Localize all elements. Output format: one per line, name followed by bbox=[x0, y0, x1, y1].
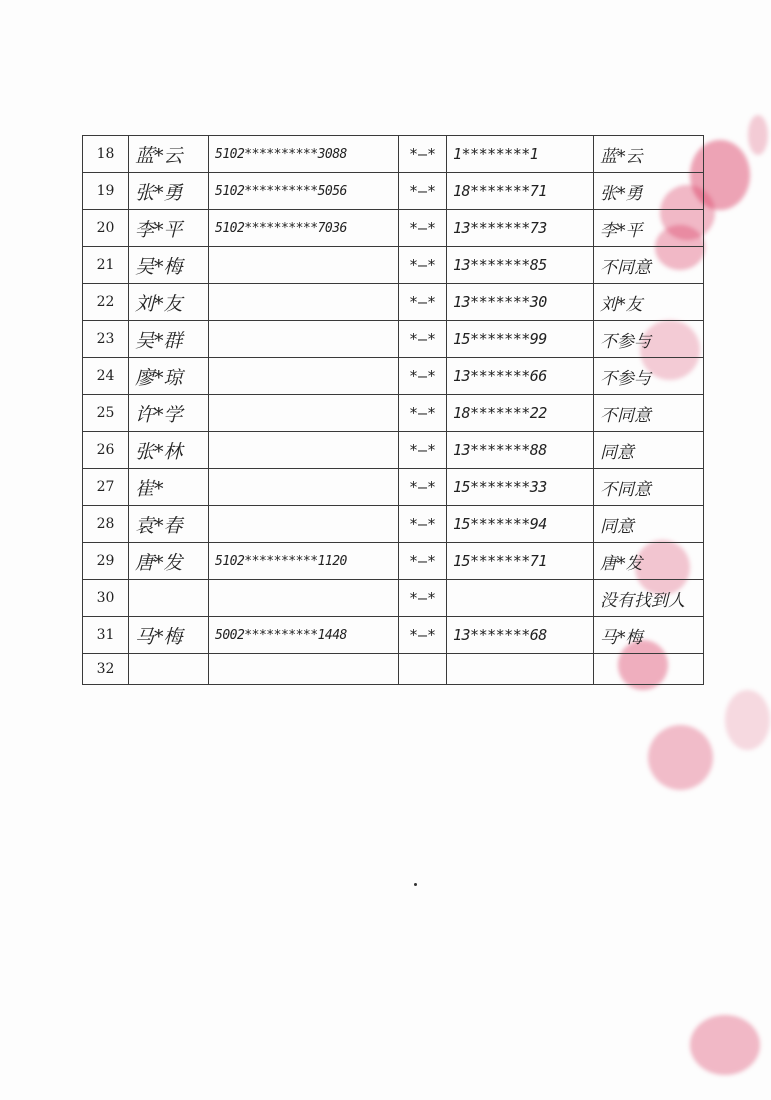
phone-cell: 18*******71 bbox=[447, 173, 594, 210]
signature-cell: 同意 bbox=[594, 506, 704, 543]
table-row bbox=[83, 506, 704, 543]
table-row bbox=[83, 358, 704, 395]
table-row bbox=[83, 469, 704, 506]
table-row bbox=[83, 617, 704, 654]
signature-cell: 同意 bbox=[594, 432, 704, 469]
signature-cell: 马*梅 bbox=[594, 617, 704, 654]
row-number: 27 bbox=[83, 469, 129, 506]
table-row bbox=[83, 543, 704, 580]
gender-cell: *—* bbox=[399, 247, 447, 284]
phone-cell: 13*******68 bbox=[447, 617, 594, 654]
name-cell: 李*平 bbox=[129, 210, 209, 247]
row-number: 20 bbox=[83, 210, 129, 247]
table-row bbox=[83, 580, 704, 617]
name-cell: 张*勇 bbox=[129, 173, 209, 210]
table-row bbox=[83, 654, 704, 685]
id-number-cell bbox=[209, 506, 399, 543]
gender-cell: *—* bbox=[399, 284, 447, 321]
name-cell: 吴*群 bbox=[129, 321, 209, 358]
gender-cell: *—* bbox=[399, 395, 447, 432]
id-number-cell bbox=[209, 321, 399, 358]
phone-cell: 13*******66 bbox=[447, 358, 594, 395]
row-number: 24 bbox=[83, 358, 129, 395]
phone-cell: 15*******94 bbox=[447, 506, 594, 543]
phone-cell: 1********1 bbox=[447, 136, 594, 173]
signature-cell: 不参与 bbox=[594, 321, 704, 358]
table-row bbox=[83, 284, 704, 321]
gender-cell: *—* bbox=[399, 580, 447, 617]
id-number-cell bbox=[209, 654, 399, 685]
ink-dot bbox=[414, 883, 417, 886]
gender-cell: *—* bbox=[399, 210, 447, 247]
table-row bbox=[83, 321, 704, 358]
gender-cell bbox=[399, 654, 447, 685]
signature-cell: 张*勇 bbox=[594, 173, 704, 210]
phone-cell: 13*******30 bbox=[447, 284, 594, 321]
id-number-cell: 5102**********3088 bbox=[209, 136, 399, 173]
phone-cell: 13*******85 bbox=[447, 247, 594, 284]
signature-cell: 不参与 bbox=[594, 358, 704, 395]
red-fingerprint-stamp bbox=[748, 115, 768, 155]
phone-cell: 13*******73 bbox=[447, 210, 594, 247]
id-number-cell: 5002**********1448 bbox=[209, 617, 399, 654]
row-number: 29 bbox=[83, 543, 129, 580]
id-number-cell bbox=[209, 469, 399, 506]
roster-table bbox=[82, 135, 704, 685]
id-number-cell: 5102**********5056 bbox=[209, 173, 399, 210]
table-row bbox=[83, 247, 704, 284]
gender-cell: *—* bbox=[399, 358, 447, 395]
name-cell: 唐*发 bbox=[129, 543, 209, 580]
row-number: 19 bbox=[83, 173, 129, 210]
signature-cell: 不同意 bbox=[594, 395, 704, 432]
gender-cell: *—* bbox=[399, 321, 447, 358]
id-number-cell: 5102**********7036 bbox=[209, 210, 399, 247]
name-cell: 袁*春 bbox=[129, 506, 209, 543]
table-row bbox=[83, 432, 704, 469]
name-cell bbox=[129, 654, 209, 685]
signature-cell: 没有找到人 bbox=[594, 580, 704, 617]
row-number: 18 bbox=[83, 136, 129, 173]
row-number: 25 bbox=[83, 395, 129, 432]
gender-cell: *—* bbox=[399, 432, 447, 469]
signature-cell: 刘*友 bbox=[594, 284, 704, 321]
row-number: 32 bbox=[83, 654, 129, 685]
phone-cell: 15*******99 bbox=[447, 321, 594, 358]
name-cell: 张*林 bbox=[129, 432, 209, 469]
phone-cell: 13*******88 bbox=[447, 432, 594, 469]
red-fingerprint-stamp bbox=[648, 725, 713, 790]
id-number-cell bbox=[209, 580, 399, 617]
phone-cell: 15*******71 bbox=[447, 543, 594, 580]
gender-cell: *—* bbox=[399, 469, 447, 506]
red-fingerprint-stamp bbox=[690, 1015, 760, 1075]
table-row bbox=[83, 210, 704, 247]
gender-cell: *—* bbox=[399, 543, 447, 580]
id-number-cell bbox=[209, 432, 399, 469]
phone-cell: 18*******22 bbox=[447, 395, 594, 432]
signature-cell: 不同意 bbox=[594, 247, 704, 284]
name-cell: 廖*琼 bbox=[129, 358, 209, 395]
row-number: 23 bbox=[83, 321, 129, 358]
phone-cell bbox=[447, 580, 594, 617]
gender-cell: *—* bbox=[399, 617, 447, 654]
name-cell bbox=[129, 580, 209, 617]
name-cell: 蓝*云 bbox=[129, 136, 209, 173]
signature-cell bbox=[594, 654, 704, 685]
name-cell: 吴*梅 bbox=[129, 247, 209, 284]
gender-cell: *—* bbox=[399, 136, 447, 173]
id-number-cell bbox=[209, 358, 399, 395]
name-cell: 刘*友 bbox=[129, 284, 209, 321]
table-row bbox=[83, 395, 704, 432]
id-number-cell bbox=[209, 395, 399, 432]
signature-cell: 李*平 bbox=[594, 210, 704, 247]
phone-cell: 15*******33 bbox=[447, 469, 594, 506]
phone-cell bbox=[447, 654, 594, 685]
row-number: 26 bbox=[83, 432, 129, 469]
gender-cell: *—* bbox=[399, 173, 447, 210]
id-number-cell bbox=[209, 247, 399, 284]
table-row bbox=[83, 136, 704, 173]
table-row bbox=[83, 173, 704, 210]
row-number: 22 bbox=[83, 284, 129, 321]
id-number-cell: 5102**********1120 bbox=[209, 543, 399, 580]
signature-cell: 不同意 bbox=[594, 469, 704, 506]
row-number: 31 bbox=[83, 617, 129, 654]
row-number: 30 bbox=[83, 580, 129, 617]
roster-body bbox=[83, 136, 704, 685]
signature-cell: 唐*发 bbox=[594, 543, 704, 580]
row-number: 28 bbox=[83, 506, 129, 543]
gender-cell: *—* bbox=[399, 506, 447, 543]
id-number-cell bbox=[209, 284, 399, 321]
row-number: 21 bbox=[83, 247, 129, 284]
signature-cell: 蓝*云 bbox=[594, 136, 704, 173]
name-cell: 马*梅 bbox=[129, 617, 209, 654]
red-fingerprint-stamp bbox=[725, 690, 770, 750]
name-cell: 许*学 bbox=[129, 395, 209, 432]
name-cell: 崔* bbox=[129, 469, 209, 506]
